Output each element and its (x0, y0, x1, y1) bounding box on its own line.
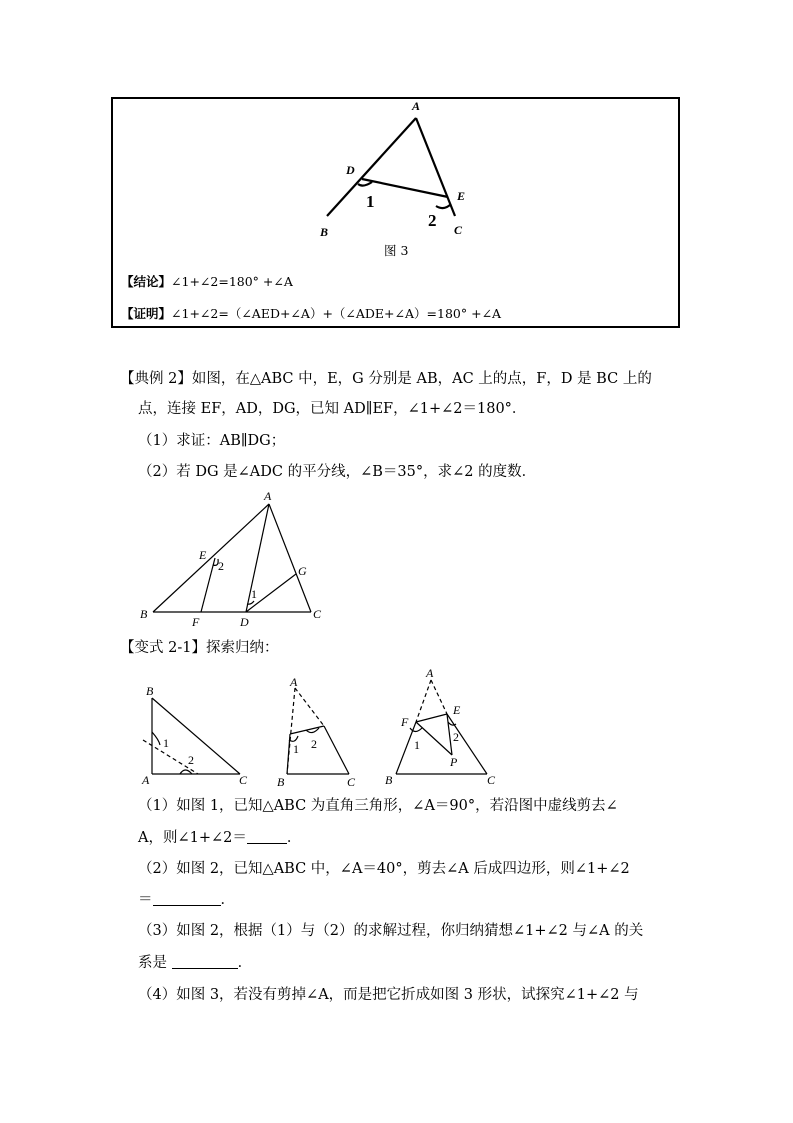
variant-figure-1 (140, 684, 255, 789)
angle-1-arc (358, 182, 372, 186)
example2-tag: 【典例 2】 (120, 371, 192, 387)
svg-text:A: A (290, 675, 298, 689)
variant21-title: 探索归纳： (205, 640, 279, 656)
svg-text:B: B (146, 684, 154, 698)
svg-text:F: F (192, 615, 200, 629)
line-a-c (416, 118, 455, 216)
svg-text:C: C (239, 773, 248, 787)
example2-figure (133, 487, 333, 629)
svg-text:E: E (199, 548, 207, 562)
conclusion-tag: 【结论】 (121, 274, 172, 289)
proof-line (121, 304, 501, 324)
label-c: C (454, 223, 463, 237)
svg-text:2: 2 (311, 737, 317, 751)
svg-text:F: F (401, 715, 409, 729)
svg-text:D: D (240, 615, 249, 629)
svg-text:P: P (450, 755, 458, 769)
label-b: B (320, 225, 329, 239)
variant21-heading (120, 638, 278, 658)
svg-text:2: 2 (188, 753, 194, 767)
svg-text:C: C (313, 607, 322, 621)
label-e: E (457, 189, 466, 203)
answer-blank-2[interactable] (153, 891, 221, 906)
svg-text:1: 1 (414, 738, 420, 752)
variant-figure-3 (380, 664, 505, 789)
svg-text:A: A (142, 773, 150, 787)
conclusion-text: ∠1+∠2=180° +∠A (171, 274, 293, 289)
figure-3-caption: 图 3 (384, 243, 409, 258)
answer-blank-3[interactable] (172, 954, 238, 969)
svg-text:C: C (487, 773, 496, 787)
svg-text:1: 1 (293, 742, 299, 756)
variant21-q1-line1: （1）如图 1，已知△ABC 为直角三角形，∠A＝90°，若沿图中虚线剪去∠ (138, 798, 618, 814)
svg-text:G: G (298, 564, 307, 578)
figure-3-triangle (300, 96, 500, 242)
conclusion-line (121, 272, 293, 292)
example2-question-2: （2）若 DG 是∠ADC 的平分线，∠B＝35°，求∠2 的度数． (138, 464, 537, 480)
label-d: D (346, 163, 355, 177)
svg-text:C: C (347, 775, 356, 789)
label-a: A (412, 99, 421, 113)
svg-text:2: 2 (218, 559, 224, 573)
variant21-q1-line2: A，则∠1+∠2＝ ． (138, 830, 302, 846)
variant21-tag: 【变式 2-1】 (120, 640, 206, 656)
svg-text:A: A (426, 666, 434, 680)
proof-tag: 【证明】 (121, 306, 172, 321)
svg-text:1: 1 (163, 736, 169, 750)
svg-text:B: B (140, 607, 148, 621)
line-d-e (362, 179, 448, 197)
svg-text:1: 1 (251, 587, 257, 601)
example2-text-1: 如图，在△ABC 中，E，G 分别是 AB，AC 上的点，F，D 是 BC 上的 (191, 371, 652, 387)
variant-figure-2 (270, 674, 365, 789)
label-1: 1 (366, 192, 375, 211)
example2-line1 (120, 369, 652, 389)
example2-line2: 点，连接 EF，AD，DG，已知 AD∥EF，∠1+∠2＝180°． (138, 401, 527, 417)
variant21-q2-line1: （2）如图 2，已知△ABC 中，∠A＝40°，剪去∠A 后成四边形，则∠1+∠2 (138, 861, 630, 877)
variant21-q3-line1: （3）如图 2，根据（1）与（2）的求解过程，你归纳猜想∠1+∠2 与∠A 的关 (138, 923, 644, 939)
svg-text:E: E (453, 703, 461, 717)
angle-2-arc (436, 204, 451, 208)
variant21-q3-line2: 系是 ． (138, 955, 253, 971)
svg-text:B: B (277, 775, 285, 789)
label-2: 2 (428, 211, 437, 230)
svg-text:2: 2 (453, 730, 459, 744)
example2-question-1: （1）求证：AB∥DG； (138, 433, 286, 449)
svg-text:B: B (385, 773, 393, 787)
variant21-q4-line1: （4）如图 3，若没有剪掉∠A，而是把它折成如图 3 形状，试探究∠1+∠2 与 (138, 987, 639, 1003)
svg-text:A: A (264, 489, 272, 503)
answer-blank-1[interactable] (247, 829, 287, 844)
variant21-q2-line2: ＝ ． (138, 892, 235, 908)
proof-text: ∠1+∠2=（∠AED+∠A）+（∠ADE+∠A）=180° +∠A (171, 306, 502, 321)
